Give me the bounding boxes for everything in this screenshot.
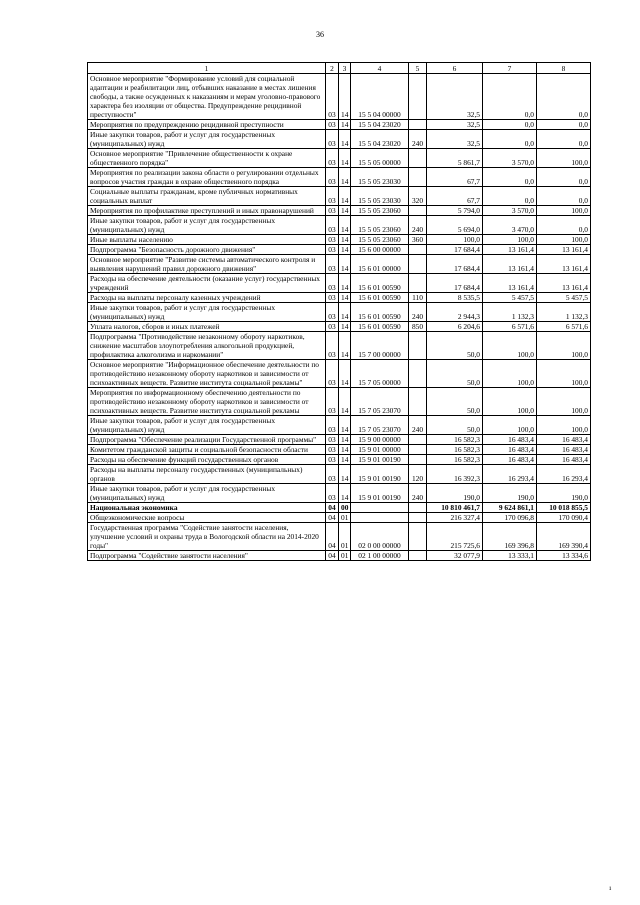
target-article-cell: 15 5 05 23060 (351, 235, 409, 245)
amount-col8-cell: 1 132,3 (537, 303, 591, 322)
amount-col6-cell: 67,7 (427, 168, 483, 187)
table-row (88, 293, 591, 303)
amount-col7-cell: 100,0 (483, 235, 537, 245)
section-code-cell: 03 (326, 216, 339, 235)
expense-type-cell (409, 255, 427, 274)
amount-col8-cell: 13 161,4 (537, 255, 591, 274)
target-article-cell: 15 6 01 00590 (351, 274, 409, 293)
target-article-cell: 15 9 01 00000 (351, 445, 409, 455)
expense-type-cell: 240 (409, 484, 427, 503)
subsection-code-cell: 14 (339, 206, 351, 216)
target-article-cell: 15 9 01 00190 (351, 465, 409, 484)
expense-type-cell (409, 245, 427, 255)
target-article-cell: 15 5 05 00000 (351, 149, 409, 168)
amount-col6-cell: 50,0 (427, 388, 483, 416)
budget-table (87, 62, 591, 561)
amount-col6-cell: 16 582,3 (427, 445, 483, 455)
row-name-cell: Подпрограмма "Обеспечение реализации Государственной программы" (88, 435, 326, 445)
amount-col6-cell: 215 725,6 (427, 523, 483, 551)
expense-type-cell (409, 168, 427, 187)
amount-col8-cell: 100,0 (537, 235, 591, 245)
amount-col7-cell: 6 571,6 (483, 322, 537, 332)
expense-type-cell: 110 (409, 293, 427, 303)
target-article-cell: 15 5 05 23060 (351, 206, 409, 216)
amount-col8-cell: 6 571,6 (537, 322, 591, 332)
section-code-cell: 03 (326, 322, 339, 332)
column-header-6: 6 (427, 63, 483, 74)
row-name-cell: Иные закупки товаров, работ и услуг для государственных (муниципальных) нужд (88, 416, 326, 435)
column-header-7: 7 (483, 63, 537, 74)
target-article-cell: 15 5 05 23030 (351, 168, 409, 187)
expense-type-cell (409, 523, 427, 551)
section-code-cell: 03 (326, 332, 339, 360)
row-name-cell: Государственная программа "Содействие занятости населения, улучшение условий и охраны труда в Вологодской области на 2014-2020 годы" (88, 523, 326, 551)
subsection-code-cell: 14 (339, 435, 351, 445)
expense-type-cell (409, 74, 427, 120)
row-name-cell: Иные закупки товаров, работ и услуг для государственных (муниципальных) нужд (88, 216, 326, 235)
subsection-code-cell: 14 (339, 293, 351, 303)
amount-col8-cell: 16 293,4 (537, 465, 591, 484)
expense-type-cell (409, 455, 427, 465)
table-body (88, 74, 591, 561)
section-code-cell: 03 (326, 388, 339, 416)
amount-col7-cell: 0,0 (483, 120, 537, 130)
subsection-code-cell: 14 (339, 322, 351, 332)
table-row (88, 206, 591, 216)
section-code-cell: 04 (326, 503, 339, 513)
table-row (88, 445, 591, 455)
target-article-cell: 02 1 00 00000 (351, 551, 409, 561)
expense-type-cell: 240 (409, 130, 427, 149)
table-row (88, 435, 591, 445)
amount-col7-cell: 5 457,5 (483, 293, 537, 303)
amount-col6-cell: 5 861,7 (427, 149, 483, 168)
target-article-cell: 15 6 00 00000 (351, 245, 409, 255)
expense-type-cell: 240 (409, 216, 427, 235)
table-row (88, 245, 591, 255)
section-code-cell: 03 (326, 206, 339, 216)
amount-col7-cell: 9 624 861,1 (483, 503, 537, 513)
row-name-cell: Мероприятия по профилактике преступлений и иных правонарушений (88, 206, 326, 216)
amount-col6-cell: 10 810 461,7 (427, 503, 483, 513)
table-header-row (88, 63, 591, 74)
expense-type-cell (409, 149, 427, 168)
subsection-code-cell: 14 (339, 149, 351, 168)
amount-col8-cell: 13 161,4 (537, 245, 591, 255)
row-name-cell: Мероприятия по предупреждению рецидивной преступности (88, 120, 326, 130)
section-code-cell: 03 (326, 235, 339, 245)
amount-col7-cell: 13 161,4 (483, 245, 537, 255)
subsection-code-cell: 14 (339, 235, 351, 245)
subsection-code-cell: 14 (339, 455, 351, 465)
amount-col8-cell: 100,0 (537, 206, 591, 216)
target-article-cell: 15 6 01 00590 (351, 303, 409, 322)
amount-col6-cell: 16 582,3 (427, 455, 483, 465)
expense-type-cell (409, 435, 427, 445)
amount-col8-cell: 100,0 (537, 149, 591, 168)
amount-col6-cell: 17 684,4 (427, 274, 483, 293)
amount-col6-cell: 5 794,0 (427, 206, 483, 216)
table-row (88, 168, 591, 187)
amount-col8-cell: 16 483,4 (537, 435, 591, 445)
subsection-code-cell: 14 (339, 216, 351, 235)
table-row (88, 513, 591, 523)
table-row (88, 388, 591, 416)
column-header-8: 8 (537, 63, 591, 74)
row-name-cell: Мероприятия по реализации закона области о регулировании отдельных вопросов участия граждан в охране общественного порядка (88, 168, 326, 187)
table-row (88, 255, 591, 274)
expense-type-cell (409, 513, 427, 523)
expense-type-cell (409, 120, 427, 130)
amount-col6-cell: 100,0 (427, 235, 483, 245)
subsection-code-cell: 14 (339, 274, 351, 293)
row-name-cell: Подпрограмма "Противодействие незаконному обороту наркотиков, снижение масштабов злоупотребления алкогольной продукцией, профилактика алкоголизма и наркомании" (88, 332, 326, 360)
row-name-cell: Основное мероприятие "Формирование условий для социальной адаптации и реабилитации лиц, отбывших наказание в местах лишения свободы, а также осужденных к наказаниям и мерам уголовно-правового характера без изоляции от общества. Предупреждение рецидивной преступности" (88, 74, 326, 120)
section-code-cell: 03 (326, 255, 339, 274)
subsection-code-cell: 00 (339, 503, 351, 513)
column-header-4: 4 (351, 63, 409, 74)
expense-type-cell: 240 (409, 303, 427, 322)
amount-col6-cell: 17 684,4 (427, 245, 483, 255)
amount-col6-cell: 16 392,3 (427, 465, 483, 484)
row-name-cell: Иные закупки товаров, работ и услуг для государственных (муниципальных) нужд (88, 130, 326, 149)
row-name-cell: Расходы на обеспечение функций государственных органов (88, 455, 326, 465)
subsection-code-cell: 14 (339, 245, 351, 255)
row-name-cell: Подпрограмма "Безопасность дорожного движения" (88, 245, 326, 255)
amount-col7-cell: 13 333,1 (483, 551, 537, 561)
amount-col7-cell: 0,0 (483, 168, 537, 187)
amount-col6-cell: 16 582,3 (427, 435, 483, 445)
section-code-cell: 03 (326, 187, 339, 206)
amount-col7-cell: 190,0 (483, 484, 537, 503)
subsection-code-cell: 14 (339, 484, 351, 503)
amount-col6-cell: 32,5 (427, 130, 483, 149)
amount-col7-cell: 0,0 (483, 130, 537, 149)
amount-col8-cell: 100,0 (537, 416, 591, 435)
amount-col8-cell: 0,0 (537, 168, 591, 187)
row-name-cell: Иные закупки товаров, работ и услуг для государственных (муниципальных) нужд (88, 303, 326, 322)
target-article-cell: 15 7 05 00000 (351, 360, 409, 388)
amount-col6-cell: 190,0 (427, 484, 483, 503)
amount-col6-cell: 2 944,3 (427, 303, 483, 322)
expense-type-cell: 240 (409, 416, 427, 435)
amount-col7-cell: 169 396,8 (483, 523, 537, 551)
table-row (88, 274, 591, 293)
section-code-cell: 04 (326, 523, 339, 551)
section-code-cell: 03 (326, 149, 339, 168)
expense-type-cell: 360 (409, 235, 427, 245)
amount-col8-cell: 10 018 855,5 (537, 503, 591, 513)
target-article-cell: 15 7 00 00000 (351, 332, 409, 360)
expense-type-cell (409, 388, 427, 416)
amount-col8-cell: 0,0 (537, 130, 591, 149)
amount-col7-cell: 16 483,4 (483, 455, 537, 465)
amount-col6-cell: 32 077,9 (427, 551, 483, 561)
target-article-cell: 15 7 05 23070 (351, 416, 409, 435)
amount-col8-cell: 169 390,4 (537, 523, 591, 551)
section-code-cell: 03 (326, 293, 339, 303)
amount-col7-cell: 0,0 (483, 74, 537, 120)
amount-col6-cell: 50,0 (427, 332, 483, 360)
table-row (88, 235, 591, 245)
target-article-cell: 15 6 01 00000 (351, 255, 409, 274)
amount-col7-cell: 100,0 (483, 332, 537, 360)
amount-col6-cell: 8 535,5 (427, 293, 483, 303)
table-row (88, 465, 591, 484)
subsection-code-cell: 14 (339, 416, 351, 435)
row-name-cell: Расходы на выплаты персоналу казенных учреждений (88, 293, 326, 303)
expense-type-cell (409, 551, 427, 561)
subsection-code-cell: 14 (339, 74, 351, 120)
row-name-cell: Основное мероприятие "Развитие системы автоматического контроля и выявления нарушений правил дорожного движения" (88, 255, 326, 274)
amount-col7-cell: 0,0 (483, 187, 537, 206)
section-code-cell: 03 (326, 360, 339, 388)
amount-col6-cell: 216 327,4 (427, 513, 483, 523)
row-name-cell: Национальная экономика (88, 503, 326, 513)
section-code-cell: 03 (326, 274, 339, 293)
amount-col8-cell: 0,0 (537, 216, 591, 235)
section-code-cell: 04 (326, 551, 339, 561)
row-name-cell: Уплата налогов, сборов и иных платежей (88, 322, 326, 332)
target-article-cell (351, 513, 409, 523)
section-code-cell: 03 (326, 74, 339, 120)
amount-col7-cell: 1 132,3 (483, 303, 537, 322)
subsection-code-cell: 01 (339, 513, 351, 523)
page-number: 36 (316, 30, 324, 39)
subsection-code-cell: 14 (339, 187, 351, 206)
amount-col6-cell: 5 694,0 (427, 216, 483, 235)
table-row (88, 303, 591, 322)
table-row (88, 523, 591, 551)
subsection-code-cell: 14 (339, 332, 351, 360)
target-article-cell: 15 5 05 23060 (351, 216, 409, 235)
amount-col7-cell: 3 570,0 (483, 149, 537, 168)
amount-col6-cell: 50,0 (427, 416, 483, 435)
table-row (88, 130, 591, 149)
subsection-code-cell: 14 (339, 120, 351, 130)
amount-col8-cell: 16 483,4 (537, 445, 591, 455)
section-code-cell: 03 (326, 168, 339, 187)
target-article-cell: 15 7 05 23070 (351, 388, 409, 416)
target-article-cell (351, 503, 409, 513)
row-name-cell: Общеэкономические вопросы (88, 513, 326, 523)
subsection-code-cell: 01 (339, 551, 351, 561)
amount-col8-cell: 100,0 (537, 360, 591, 388)
table-row (88, 322, 591, 332)
amount-col7-cell: 13 161,4 (483, 255, 537, 274)
section-code-cell: 03 (326, 455, 339, 465)
section-code-cell: 03 (326, 484, 339, 503)
target-article-cell: 15 5 04 23020 (351, 120, 409, 130)
table-row (88, 551, 591, 561)
expense-type-cell (409, 274, 427, 293)
subsection-code-cell: 01 (339, 523, 351, 551)
target-article-cell: 15 9 00 00000 (351, 435, 409, 445)
amount-col7-cell: 16 293,4 (483, 465, 537, 484)
section-code-cell: 03 (326, 130, 339, 149)
section-code-cell: 03 (326, 245, 339, 255)
amount-col6-cell: 17 684,4 (427, 255, 483, 274)
row-name-cell: Основное мероприятие "Привлечение общественности к охране общественного порядка" (88, 149, 326, 168)
amount-col8-cell: 190,0 (537, 484, 591, 503)
subsection-code-cell: 14 (339, 303, 351, 322)
subsection-code-cell: 14 (339, 388, 351, 416)
row-name-cell: Иные выплаты населению (88, 235, 326, 245)
expense-type-cell (409, 360, 427, 388)
subsection-code-cell: 14 (339, 465, 351, 484)
amount-col7-cell: 100,0 (483, 360, 537, 388)
amount-col7-cell: 16 483,4 (483, 435, 537, 445)
table-row (88, 216, 591, 235)
table-row (88, 484, 591, 503)
row-name-cell: Мероприятия по информационному обеспечению деятельности по противодействию незаконному обороту наркотиков и зависимости от психоактивных веществ. Развитие института социальной рекламы (88, 388, 326, 416)
amount-col7-cell: 16 483,4 (483, 445, 537, 455)
table-row (88, 149, 591, 168)
table-row (88, 360, 591, 388)
expense-type-cell: 320 (409, 187, 427, 206)
column-header-3: 3 (339, 63, 351, 74)
table-row (88, 187, 591, 206)
table-row (88, 455, 591, 465)
target-article-cell: 15 5 04 23020 (351, 130, 409, 149)
expense-type-cell (409, 206, 427, 216)
section-code-cell: 03 (326, 435, 339, 445)
expense-type-cell (409, 503, 427, 513)
table-row (88, 503, 591, 513)
subsection-code-cell: 14 (339, 168, 351, 187)
row-name-cell: Подпрограмма "Содействие занятости населения" (88, 551, 326, 561)
section-code-cell: 03 (326, 120, 339, 130)
target-article-cell: 15 6 01 00590 (351, 293, 409, 303)
section-code-cell: 03 (326, 465, 339, 484)
amount-col7-cell: 100,0 (483, 388, 537, 416)
amount-col8-cell: 13 334,6 (537, 551, 591, 561)
section-code-cell: 03 (326, 445, 339, 455)
column-header-1: 1 (88, 63, 326, 74)
target-article-cell: 15 9 01 00190 (351, 455, 409, 465)
amount-col8-cell: 0,0 (537, 74, 591, 120)
expense-type-cell (409, 332, 427, 360)
amount-col7-cell: 3 470,0 (483, 216, 537, 235)
amount-col8-cell: 16 483,4 (537, 455, 591, 465)
amount-col8-cell: 5 457,5 (537, 293, 591, 303)
amount-col7-cell: 100,0 (483, 416, 537, 435)
amount-col6-cell: 6 204,6 (427, 322, 483, 332)
row-name-cell: Основное мероприятие "Информационное обеспечение деятельности по противодействию незаконному обороту наркотиков и зависимости от психоактивных веществ. Развитие института социальной рекламы" (88, 360, 326, 388)
subsection-code-cell: 14 (339, 445, 351, 455)
corner-mark: ¹ (609, 885, 612, 894)
amount-col6-cell: 32,5 (427, 120, 483, 130)
subsection-code-cell: 14 (339, 130, 351, 149)
row-name-cell: Расходы на обеспечение деятельности (оказание услуг) государственных учреждений (88, 274, 326, 293)
subsection-code-cell: 14 (339, 360, 351, 388)
table-row (88, 120, 591, 130)
target-article-cell: 15 6 01 00590 (351, 322, 409, 332)
table-row (88, 332, 591, 360)
column-header-5: 5 (409, 63, 427, 74)
amount-col7-cell: 3 570,0 (483, 206, 537, 216)
section-code-cell: 03 (326, 303, 339, 322)
amount-col6-cell: 67,7 (427, 187, 483, 206)
row-name-cell: Социальные выплаты гражданам, кроме публичных нормативных социальных выплат (88, 187, 326, 206)
subsection-code-cell: 14 (339, 255, 351, 274)
row-name-cell: Иные закупки товаров, работ и услуг для государственных (муниципальных) нужд (88, 484, 326, 503)
amount-col8-cell: 100,0 (537, 388, 591, 416)
amount-col8-cell: 0,0 (537, 120, 591, 130)
amount-col8-cell: 100,0 (537, 332, 591, 360)
target-article-cell: 15 5 05 23030 (351, 187, 409, 206)
target-article-cell: 02 0 00 00000 (351, 523, 409, 551)
expense-type-cell: 850 (409, 322, 427, 332)
target-article-cell: 15 5 04 00000 (351, 74, 409, 120)
column-header-2: 2 (326, 63, 339, 74)
amount-col7-cell: 170 096,8 (483, 513, 537, 523)
table-row (88, 74, 591, 120)
expense-type-cell (409, 445, 427, 455)
row-name-cell: Расходы на выплаты персоналу государственных (муниципальных) органов (88, 465, 326, 484)
amount-col6-cell: 32,5 (427, 74, 483, 120)
section-code-cell: 03 (326, 416, 339, 435)
row-name-cell: Комитетом гражданской защиты и социальной безопасности области (88, 445, 326, 455)
expense-type-cell: 120 (409, 465, 427, 484)
target-article-cell: 15 9 01 00190 (351, 484, 409, 503)
amount-col7-cell: 13 161,4 (483, 274, 537, 293)
amount-col8-cell: 13 161,4 (537, 274, 591, 293)
amount-col8-cell: 0,0 (537, 187, 591, 206)
amount-col6-cell: 50,0 (427, 360, 483, 388)
amount-col8-cell: 170 090,4 (537, 513, 591, 523)
section-code-cell: 04 (326, 513, 339, 523)
table-row (88, 416, 591, 435)
